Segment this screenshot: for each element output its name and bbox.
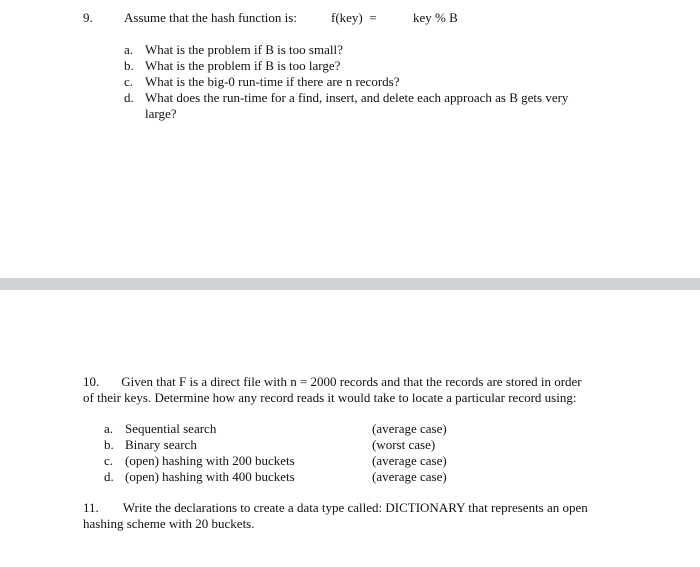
hash-formula-rhs: key % B (413, 10, 458, 25)
item-letter: c. (124, 74, 134, 89)
question-10-number: 10. (83, 374, 100, 389)
item-letter: d. (124, 90, 134, 105)
item-method: Binary search (125, 437, 197, 452)
item-letter: a. (104, 421, 114, 436)
page-divider (0, 278, 700, 290)
item-method: (open) hashing with 400 buckets (125, 469, 295, 484)
question-10-line-2: of their keys. Determine how any record reads it would take to locate a particular record using: (83, 390, 577, 405)
item-text: What does the run-time for a find, insert, and delete each approach as B gets very (145, 90, 569, 105)
q10-item-a-case: (average case) (372, 421, 447, 436)
q9-item-d-continuation: large? (145, 106, 177, 121)
question-9-stem: Assume that the hash function is: (124, 10, 297, 25)
item-text: What is the big-0 run-time if there are n records? (145, 74, 400, 89)
hash-formula-lhs: f(key) = (331, 10, 377, 25)
item-letter: b. (104, 437, 114, 452)
question-10-text: Given that F is a direct file with n = 2000 records and that the records are stored in order (121, 374, 582, 389)
item-text: What is the problem if B is too large? (145, 58, 341, 73)
item-letter: b. (124, 58, 134, 73)
item-text: What is the problem if B is too small? (145, 42, 343, 57)
question-10-line-1 (83, 374, 582, 390)
question-11-text: Write the declarations to create a data type called: DICTIONARY that represents an open (122, 500, 588, 515)
q10-item-d-case: (average case) (372, 469, 447, 484)
question-11-line-2: hashing scheme with 20 buckets. (83, 516, 255, 531)
item-letter: d. (104, 469, 114, 484)
question-11-number: 11. (83, 500, 99, 515)
q10-item-b-case: (worst case) (372, 437, 436, 452)
item-letter: a. (124, 42, 134, 57)
item-letter: c. (104, 453, 114, 468)
q10-item-c-case: (average case) (372, 453, 447, 468)
question-11-line-1 (83, 500, 588, 516)
item-method: Sequential search (125, 421, 217, 436)
item-method: (open) hashing with 200 buckets (125, 453, 295, 468)
question-9-number: 9. (83, 10, 93, 25)
